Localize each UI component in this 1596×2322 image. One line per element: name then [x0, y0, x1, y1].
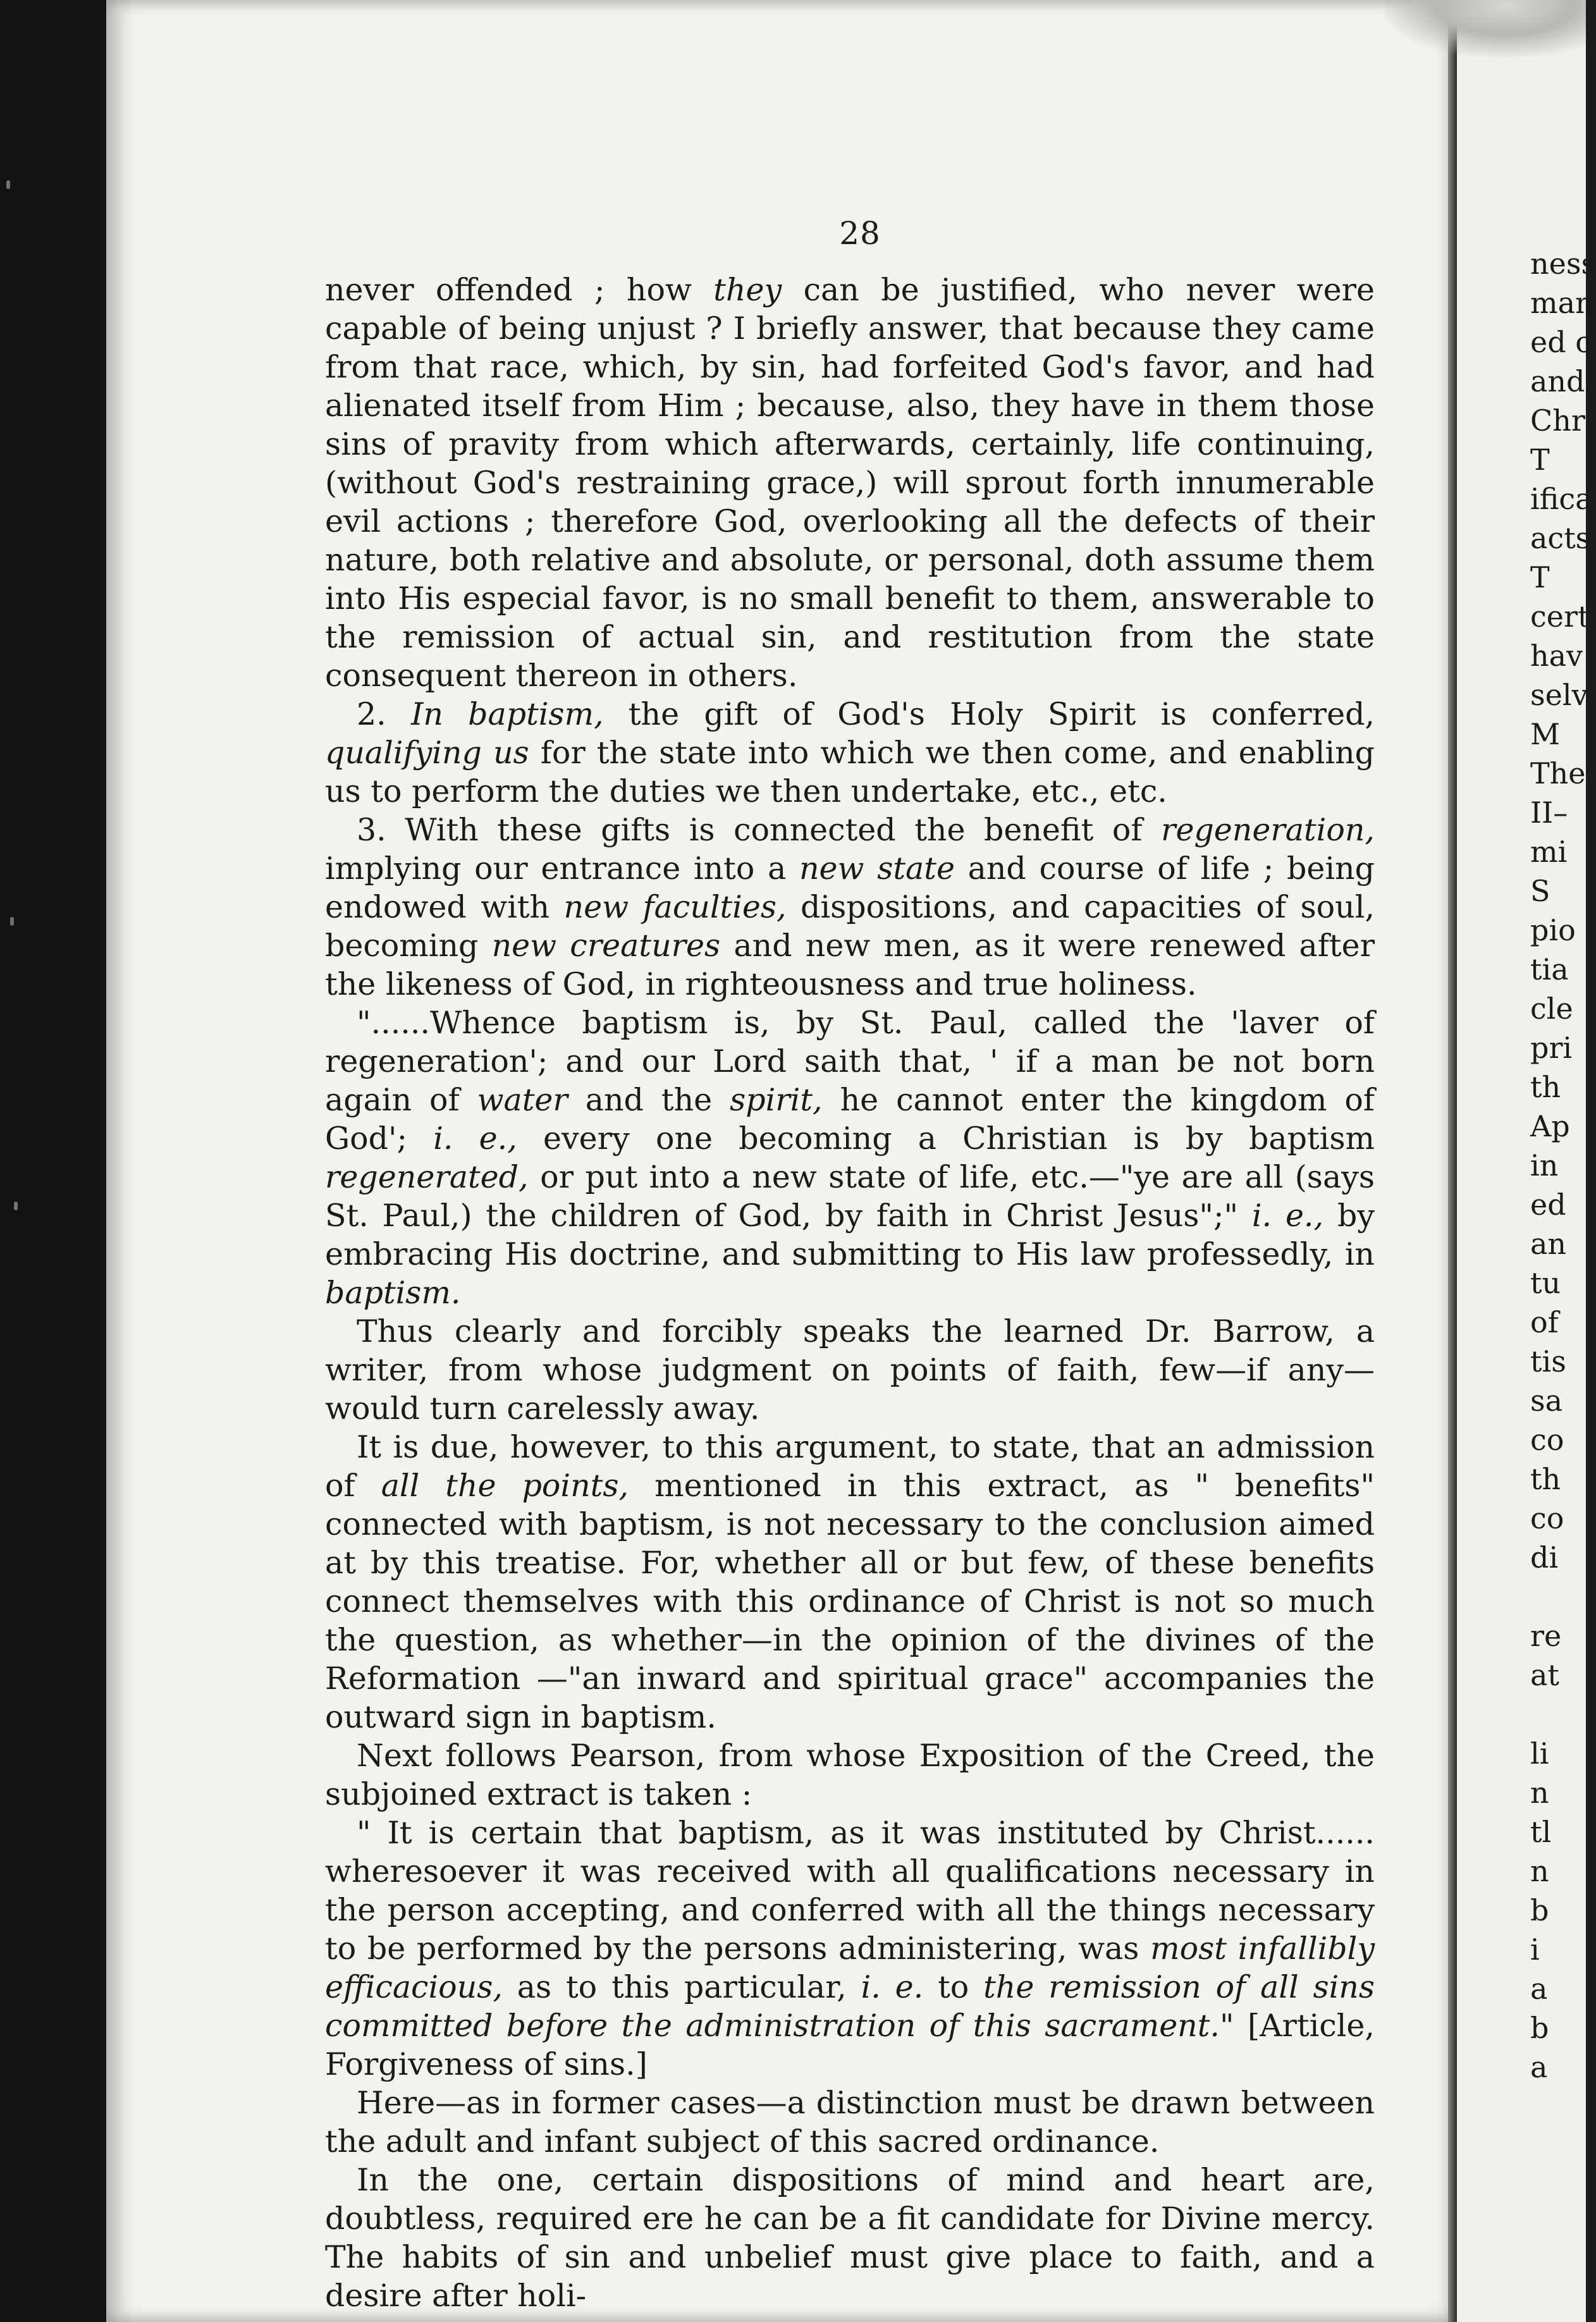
- text-run: to: [923, 1969, 984, 2005]
- italic-run: all the points,: [381, 1468, 629, 1504]
- italic-run: new creatures: [491, 928, 721, 964]
- text-run: Next follows Pearson, from whose Exposition of the Creed, the subjoined extract is taken :: [325, 1738, 1375, 1812]
- facing-page-fragment: S: [1530, 874, 1550, 908]
- facing-page-fragment: sa: [1530, 1384, 1563, 1418]
- facing-page-fragment: Chr: [1530, 403, 1585, 438]
- text-run: every one becoming a Christian is by baptism: [517, 1121, 1375, 1157]
- paragraph: [325, 2161, 1375, 2315]
- facing-page-fragment: n: [1530, 1776, 1549, 1810]
- text-run: " [Article, Forgiveness of sins.]: [325, 2008, 1375, 2082]
- facing-page-fragment: pio: [1530, 913, 1576, 947]
- facing-page-fragment: tis: [1530, 1344, 1566, 1379]
- page-number: 28: [839, 215, 881, 252]
- facing-page-fragment: at: [1530, 1658, 1559, 1692]
- facing-page-fragment: in: [1530, 1148, 1559, 1182]
- text-run: and new men, as it were renewed after the likeness of God, in righteousness and true holiness.: [325, 928, 1375, 1002]
- text-run: he cannot enter the kingdom of God';: [325, 1082, 1375, 1157]
- italic-run: new state: [799, 851, 955, 887]
- facing-page-fragment: pri: [1530, 1031, 1573, 1065]
- text-run: or put into a new state of life, etc.—"ye are all (says St. Paul,) the children of God, by faith in Christ Jesus";": [325, 1159, 1375, 1234]
- facing-page-fragment: i: [1530, 1932, 1540, 1967]
- text-run: implying our entrance into a: [325, 851, 799, 887]
- facing-page-fragment: tu: [1530, 1266, 1561, 1300]
- dust-speck: [14, 1201, 18, 1210]
- paragraph: [325, 2084, 1375, 2161]
- text-run: and course of life ; being endowed with: [325, 851, 1375, 925]
- paragraph: [325, 695, 1375, 811]
- page-gutter-shadow: [1448, 0, 1457, 2322]
- paragraph: [325, 1004, 1375, 1312]
- facing-page-fragment: ed: [1530, 1188, 1566, 1222]
- text-run: as to this particular,: [502, 1969, 861, 2005]
- italic-run: i. e.,: [433, 1121, 517, 1157]
- facing-page-fragment: di: [1530, 1540, 1559, 1575]
- text-run: " It is certain that baptism, as it was instituted by Christ...... wheresoever it was received with all qualifications necessary in the person accepting, and conferred with all the things necessary to be performed by the persons administering, was: [325, 1815, 1375, 1967]
- facing-page-fragment: a: [1530, 2050, 1548, 2084]
- text-run: for the state into which we then come, and enabling us to perform the duties we then undertake, etc., etc.: [325, 735, 1375, 809]
- facing-page-fragment: n: [1530, 1854, 1549, 1888]
- italic-run: new faculties,: [563, 889, 787, 925]
- paragraph: [325, 1312, 1375, 1428]
- facing-page-fragment: co: [1530, 1501, 1564, 1535]
- italic-run: i. e.: [861, 1969, 924, 2005]
- italic-run: spirit,: [730, 1082, 823, 1118]
- scan-smudge: [1385, 0, 1586, 57]
- facing-page-fragment: ifica: [1530, 482, 1593, 516]
- facing-page-fragment: M: [1530, 717, 1561, 751]
- italic-run: regeneration,: [1161, 812, 1375, 848]
- facing-page-fragment: ness: [1530, 247, 1596, 281]
- paragraph: [325, 271, 1375, 695]
- facing-page-fragment: li: [1530, 1736, 1549, 1771]
- dark-scan-margin: [0, 0, 106, 2322]
- facing-page-fragment: man: [1530, 286, 1594, 320]
- facing-page-fragment: an: [1530, 1227, 1567, 1261]
- text-run: It is due, however, to this argument, to state, that an admission of: [325, 1429, 1375, 1504]
- facing-page-fragment: th: [1530, 1070, 1561, 1104]
- facing-page-fragment: of: [1530, 1305, 1559, 1339]
- text-run: 3. With these gifts is connected the benefit of: [357, 812, 1162, 848]
- facing-page-fragment: II–: [1530, 796, 1568, 830]
- italic-run: regenerated,: [325, 1159, 529, 1195]
- facing-page-fragment: cert: [1530, 599, 1590, 634]
- italic-run: baptism.: [325, 1275, 461, 1311]
- dust-speck: [6, 180, 10, 189]
- facing-page-fragment: b: [1530, 1893, 1549, 1927]
- facing-page-fragment: hav: [1530, 639, 1583, 673]
- italic-run: water: [477, 1082, 568, 1118]
- text-run: "......Whence baptism is, by St. Paul, called the 'laver of regeneration'; and our Lord saith that, ' if a man be not born again of: [325, 1005, 1375, 1118]
- facing-page-fragment: mi: [1530, 835, 1568, 869]
- italic-run: they: [713, 272, 782, 308]
- facing-page-fragment: a: [1530, 1972, 1548, 2006]
- text-run: mentioned in this extract, as " benefits" connected with baptism, is not necessary to the conclusion aimed at by this treatise. For, whether all or but few, of these benefits connect themselves with this ordinance of Christ is not so much the question, as whether—in the opinion of the divines of the Reformation —"an inward and spiritual grace" accompanies the outward sign in baptism.: [325, 1468, 1375, 1735]
- text-run: dispositions, and capacities of soul, becoming: [325, 889, 1375, 964]
- facing-page-fragment: co: [1530, 1423, 1564, 1457]
- facing-page-fragment: re: [1530, 1619, 1562, 1653]
- text-run: and the: [567, 1082, 730, 1118]
- facing-page-fragment: ed c: [1530, 325, 1592, 359]
- facing-page-fragment: T: [1530, 443, 1550, 477]
- text-run: the gift of God's Holy Spirit is conferred,: [603, 696, 1375, 732]
- facing-page-fragment: The: [1530, 756, 1586, 790]
- italic-run: In baptism,: [410, 696, 604, 732]
- italic-run: most infallibly efficacious,: [325, 1931, 1375, 2005]
- page-body-text: [325, 271, 1375, 2315]
- facing-page-fragment: tia: [1530, 952, 1569, 986]
- italic-run: the remission of all sins committed before the administration of this sacrament.: [325, 1969, 1375, 2044]
- paragraph: [325, 1428, 1375, 1736]
- facing-page-fragment: and: [1530, 364, 1585, 398]
- text-run: In the one, certain dispositions of mind and heart are, doubtless, required ere he can be a fit candidate for Divine mercy. The habits of sin and unbelief must give place to faith, and a desire after holi-: [325, 2162, 1375, 2314]
- paragraph: [325, 811, 1375, 1004]
- facing-page-fragment: tl: [1530, 1815, 1552, 1849]
- facing-page-fragment: cle: [1530, 992, 1573, 1026]
- text-run: 2.: [357, 696, 411, 732]
- facing-page-fragment: th: [1530, 1462, 1561, 1496]
- text-run: by embracing His doctrine, and submitting to His law professedly, in: [325, 1198, 1375, 1272]
- paragraph: [325, 1814, 1375, 2084]
- facing-page-fragment: b: [1530, 2011, 1549, 2045]
- facing-page-fragment: selv: [1530, 678, 1588, 712]
- italic-run: qualifying us: [325, 735, 529, 771]
- dust-speck: [10, 917, 14, 926]
- italic-run: i. e.,: [1251, 1198, 1324, 1234]
- text-run: Here—as in former cases—a distinction must be drawn between the adult and infant subject of this sacred ordinance.: [325, 2085, 1375, 2159]
- text-run: Thus clearly and forcibly speaks the learned Dr. Barrow, a writer, from whose judgment on points of faith, few—if any—would turn carelessly away.: [325, 1313, 1375, 1427]
- text-run: can be justified, who never were capable of being unjust ? I briefly answer, that because they came from that race, which, by sin, had forfeited God's favor, and had alienated itself from Him ; because, also, they have in them those sins of pravity from which afterwards, certainly, life continuing, (without God's restraining grace,) will sprout forth innumerable evil actions ; therefore God, overlooking all the defects of their nature, both relative and absolute, or personal, doth assume them into His especial favor, is no small benefit to them, answerable to the remission of actual sin, and restitution from the state consequent thereon in others.: [325, 272, 1375, 694]
- text-run: never offended ; how: [325, 272, 714, 308]
- facing-page-fragment: T: [1530, 560, 1550, 594]
- facing-page-fragment: Ap: [1530, 1109, 1570, 1143]
- paragraph: [325, 1736, 1375, 1814]
- facing-page-fragment: acts: [1530, 521, 1591, 555]
